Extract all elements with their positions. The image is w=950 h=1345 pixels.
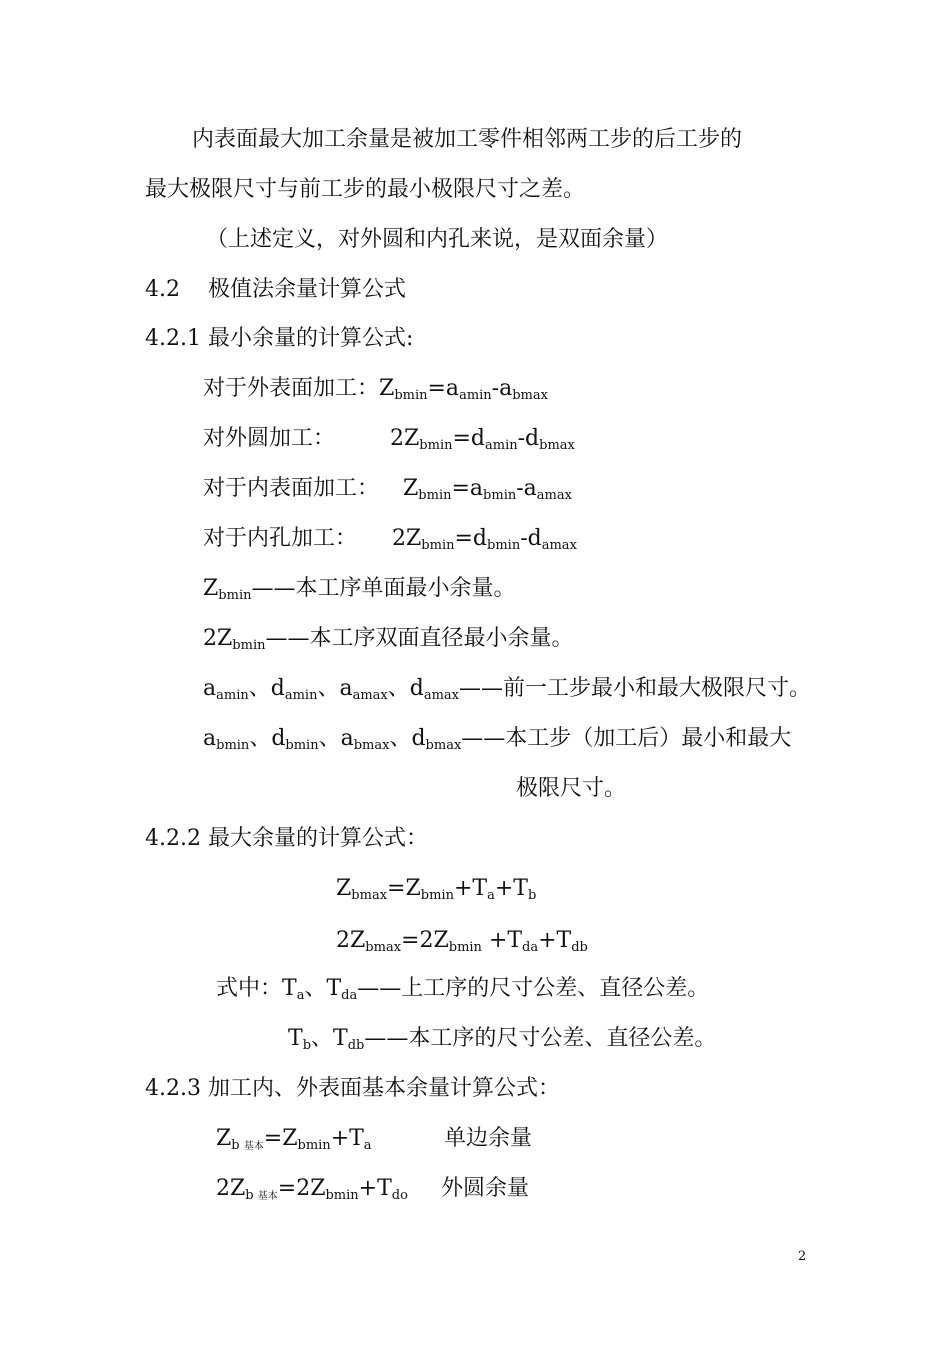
definition-previous-step-limits: $a_{amin}$、$d_{amin}$、$a_{amax}$、$d_{amax}——$前一工步最小和最大极限尺寸。 bbox=[203, 676, 812, 703]
definition-current-step-limits: $a_{bmin}$、$d_{bmin}$、$a_{bmax}$、$d_{bmax}——$本工步（加工后）最小和最大 bbox=[203, 726, 792, 753]
definition-text: ——本工序的尺寸公差、直径公差。 bbox=[364, 1026, 717, 1051]
formula-outer-surface: 对于外表面加工：$Z_{bmin}=a_{amin}-a_{bmax}$ bbox=[203, 376, 548, 403]
formula-outer-circle-label: 对外圆加工： bbox=[203, 426, 336, 451]
definition-zbmin: $Z_{bmin}——$本工序单面最小余量。 bbox=[203, 576, 516, 603]
heading-4-2-1: 4.2.1 最小余量的计算公式: bbox=[145, 326, 414, 351]
intro-line-1: 内表面最大加工余量是被加工零件相邻两工步的后工步的 bbox=[192, 127, 743, 152]
formula-base-single-side: $Z_{b 基本}=Z_{bmin}+T_a$ bbox=[216, 1126, 372, 1153]
formula-inner-hole-label: 对于内孔加工： bbox=[203, 526, 358, 551]
page-number: 2 bbox=[798, 1249, 807, 1264]
where-label: 式中： bbox=[216, 976, 283, 1001]
section-heading-4-2: 4.2 极值法余量计算公式 bbox=[145, 277, 406, 302]
definition-text: ——本工序单面最小余量。 bbox=[251, 576, 516, 601]
formula-outer-circle: $2Z_{bmin}=d_{amin}-d_{bmax}$ bbox=[390, 426, 575, 453]
where-line-current: $T_b$、$T_{db}——$本工序的尺寸公差、直径公差。 bbox=[288, 1026, 717, 1053]
definition-2zbmin: $2Z_{bmin}——$本工序双面直径最小余量。 bbox=[203, 626, 574, 653]
heading-4-2-3: 4.2.3 加工内、外表面基本余量计算公式： bbox=[145, 1076, 560, 1101]
intro-line-2: 最大极限尺寸与前工步的最小极限尺寸之差。 bbox=[145, 177, 586, 202]
formula-inner-surface-label: 对于内表面加工： bbox=[203, 476, 380, 501]
definition-text: ——前一工步最小和最大极限尺寸。 bbox=[459, 676, 812, 701]
formula-zbmax: $Z_{bmax}=Z_{bmin}+T_a+T_b$ bbox=[336, 876, 537, 903]
heading-4-2-2: 4.2.2 最大余量的计算公式： bbox=[145, 826, 428, 851]
formula-inner-surface: $Z_{bmin}=a_{bmin}-a_{amax}$ bbox=[403, 476, 572, 503]
formula-2zbmax: $2Z_{bmax}=2Z_{bmin} +T_{da}+T_{db}$ bbox=[336, 928, 588, 955]
label-outer-circle-allowance: 外圆余量 bbox=[441, 1176, 530, 1201]
formula-base-outer-circle: $2Z_{b 基本}=2Z_{bmin}+T_{do}$ bbox=[216, 1176, 408, 1203]
base-subscript: 基本 bbox=[257, 1191, 278, 1202]
label-single-side-allowance: 单边余量 bbox=[444, 1126, 533, 1151]
formula-inner-hole: $2Z_{bmin}=d_{bmin}-d_{amax}$ bbox=[392, 526, 577, 553]
definition-text: ——上工序的尺寸公差、直径公差。 bbox=[357, 976, 710, 1001]
where-line-previous: 式中：$T_a$、$T_{da}——$上工序的尺寸公差、直径公差。 bbox=[216, 976, 710, 1003]
definition-text: ——本工序双面直径最小余量。 bbox=[265, 626, 574, 651]
formula-label: 对于外表面加工： bbox=[203, 376, 380, 401]
intro-note: （上述定义，对外圆和内孔来说，是双面余量） bbox=[206, 227, 669, 252]
definition-text: ——本工步（加工后）最小和最大 bbox=[461, 726, 792, 751]
base-subscript: 基本 bbox=[243, 1141, 264, 1152]
definition-continuation: 极限尺寸。 bbox=[516, 776, 627, 801]
